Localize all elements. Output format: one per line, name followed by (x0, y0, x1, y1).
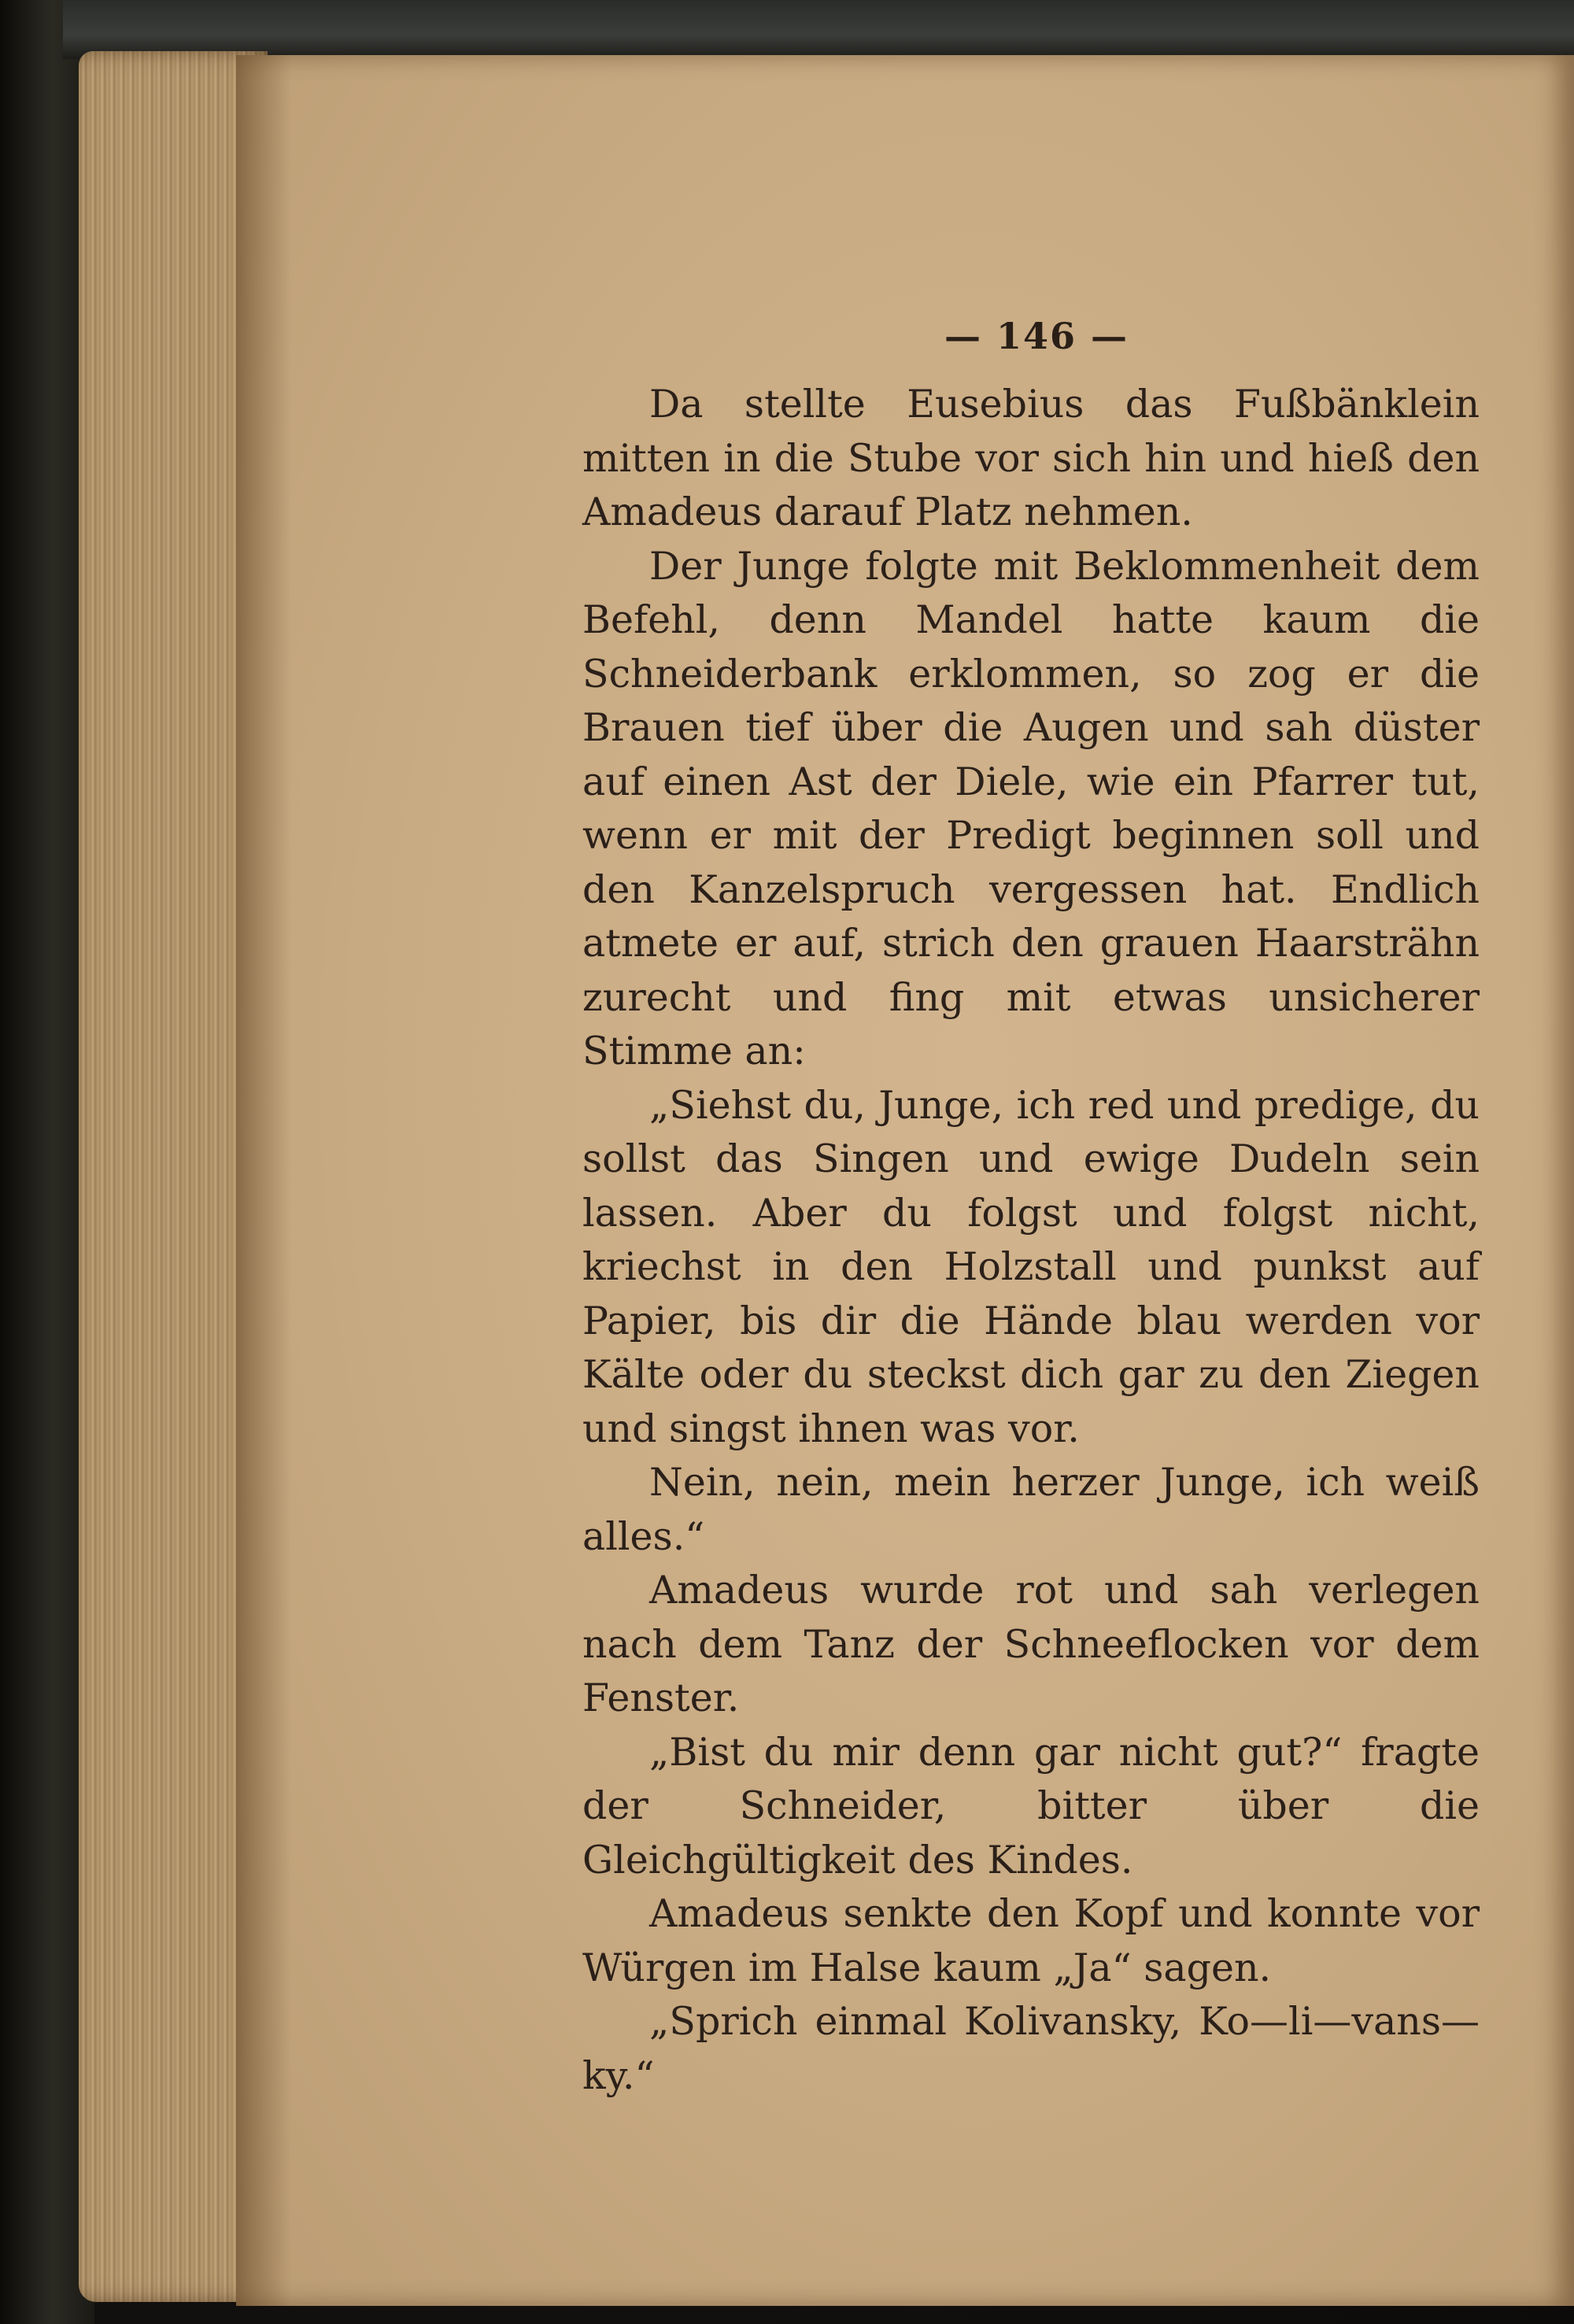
page-number: — 146 — (944, 315, 1129, 357)
paragraph: Amadeus senkte den Kopf und konnte vor Würgen im Halse kaum „Ja“ sagen. (582, 1891, 1480, 1990)
paragraph: Der Junge folgte mit Beklommenheit dem Befehl, denn Mandel hatte kaum die Schneiderbank erklommen, so zog er die Brauen tief über die Augen und sah düster auf einen Ast der Diele, wie ein Pfarrer tut, wenn er mit der Predigt beginnen soll und den Kanzelspruch vergessen hat. Endlich atmete er auf, strich den grauen Haarsträhn zurecht und fing mit etwas unsicherer Stimme an: (582, 543, 1480, 1073)
paragraph: „Sprich einmal Kolivansky, Ko—li—vans—ky.“ (582, 1999, 1480, 2098)
paragraph: „Siehst du, Junge, ich red und predige, du sollst das Singen und ewige Dudeln sein lassen. Aber du folgst und folgst nicht, kriechst in den Holzstall und punkst auf Papier, bis dir die Hände blau werden vor Kälte oder du steckst dich gar zu den Ziegen und singst ihnen was vor. (582, 1082, 1480, 1451)
page-text (582, 378, 1480, 2103)
paragraph: Da stellte Eusebius das Fußbänklein mitten in die Stube vor sich hin und hieß den Amadeus darauf Platz nehmen. (582, 382, 1480, 534)
gutter-shadow (236, 55, 291, 2306)
paragraph: Nein, nein, mein herzer Junge, ich weiß alles.“ (582, 1460, 1480, 1559)
paragraph: Amadeus wurde rot und sah verlegen nach dem Tanz der Schneeflocken vor dem Fenster. (582, 1568, 1480, 1720)
book-cover-top (63, 0, 1574, 59)
paragraph: „Bist du mir denn gar nicht gut?“ fragte der Schneider, bitter über die Gleichgültigkeit des Kindes. (582, 1729, 1480, 1882)
